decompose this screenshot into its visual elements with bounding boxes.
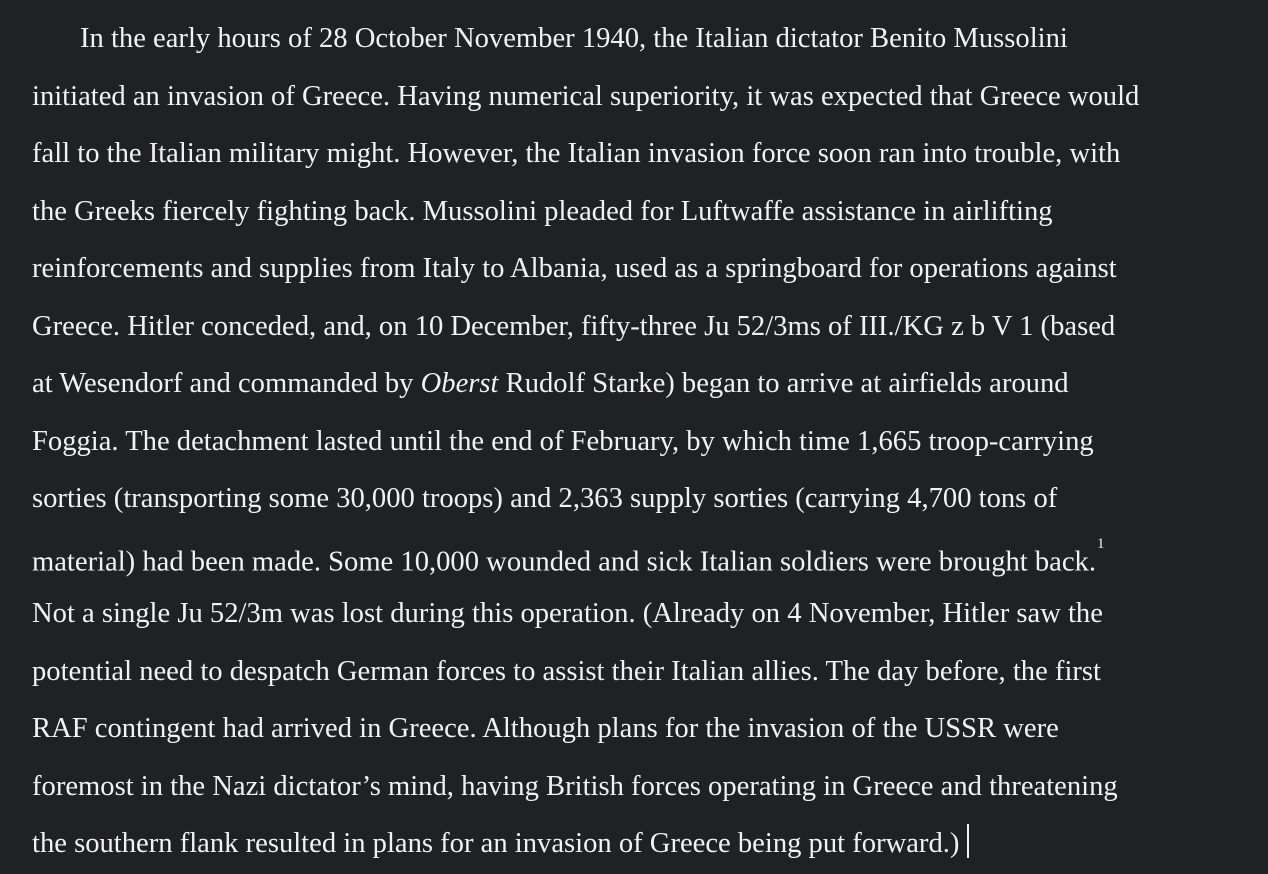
text-line: In the early hours of 28 October November 1940, the Italian dictator Benito Mussolini xyxy=(80,23,1068,54)
italic-term: Oberst xyxy=(420,368,499,399)
text-line xyxy=(32,815,1262,873)
text-cursor xyxy=(967,824,969,858)
paragraph xyxy=(32,10,1262,873)
document-body[interactable] xyxy=(32,10,1262,873)
text-run: material) had been made. Some 10,000 wounded and sick Italian soldiers were brought back. xyxy=(32,546,1097,578)
text-line: sorties (transporting some 30,000 troops) and 2,363 supply sorties (carrying 4,700 tons of xyxy=(32,483,1058,514)
text-line: RAF contingent had arrived in Greece. Although plans for the invasion of the USSR were xyxy=(32,713,1059,744)
text-line xyxy=(32,355,1262,413)
text-line: reinforcements and supplies from Italy to Albania, used as a springboard for operations against xyxy=(32,253,1117,284)
text-line: Not a single Ju 52/3m was lost during this operation. (Already on 4 November, Hitler saw the xyxy=(32,598,1103,629)
footnote-marker[interactable]: 1 xyxy=(1097,535,1105,552)
text-line: Foggia. The detachment lasted until the end of February, by which time 1,665 troop-carrying xyxy=(32,425,1094,457)
text-line: potential need to despatch German forces to assist their Italian allies. The day before, the first xyxy=(32,655,1101,687)
text-line: Greece. Hitler conceded, and, on 10 December, fifty-three Ju 52/3ms of III./KG z b V 1 (based xyxy=(32,310,1116,342)
text-line: foremost in the Nazi dictator’s mind, having British forces operating in Greece and threatening xyxy=(32,770,1118,802)
text-run: the southern flank resulted in plans for an invasion of Greece being put forward.) xyxy=(32,828,960,859)
text-run: Rudolf Starke) began to arrive at airfields around xyxy=(498,368,1069,399)
text-run: at Wesendorf and commanded by xyxy=(32,368,421,399)
text-line: the Greeks fiercely fighting back. Mussolini pleaded for Luftwaffe assistance in airlifting xyxy=(32,195,1053,227)
text-line xyxy=(32,528,1262,586)
text-line: initiated an invasion of Greece. Having numerical superiority, it was expected that Greece would xyxy=(32,80,1140,112)
text-line: fall to the Italian military might. However, the Italian invasion force soon ran into trouble, with xyxy=(32,138,1121,169)
